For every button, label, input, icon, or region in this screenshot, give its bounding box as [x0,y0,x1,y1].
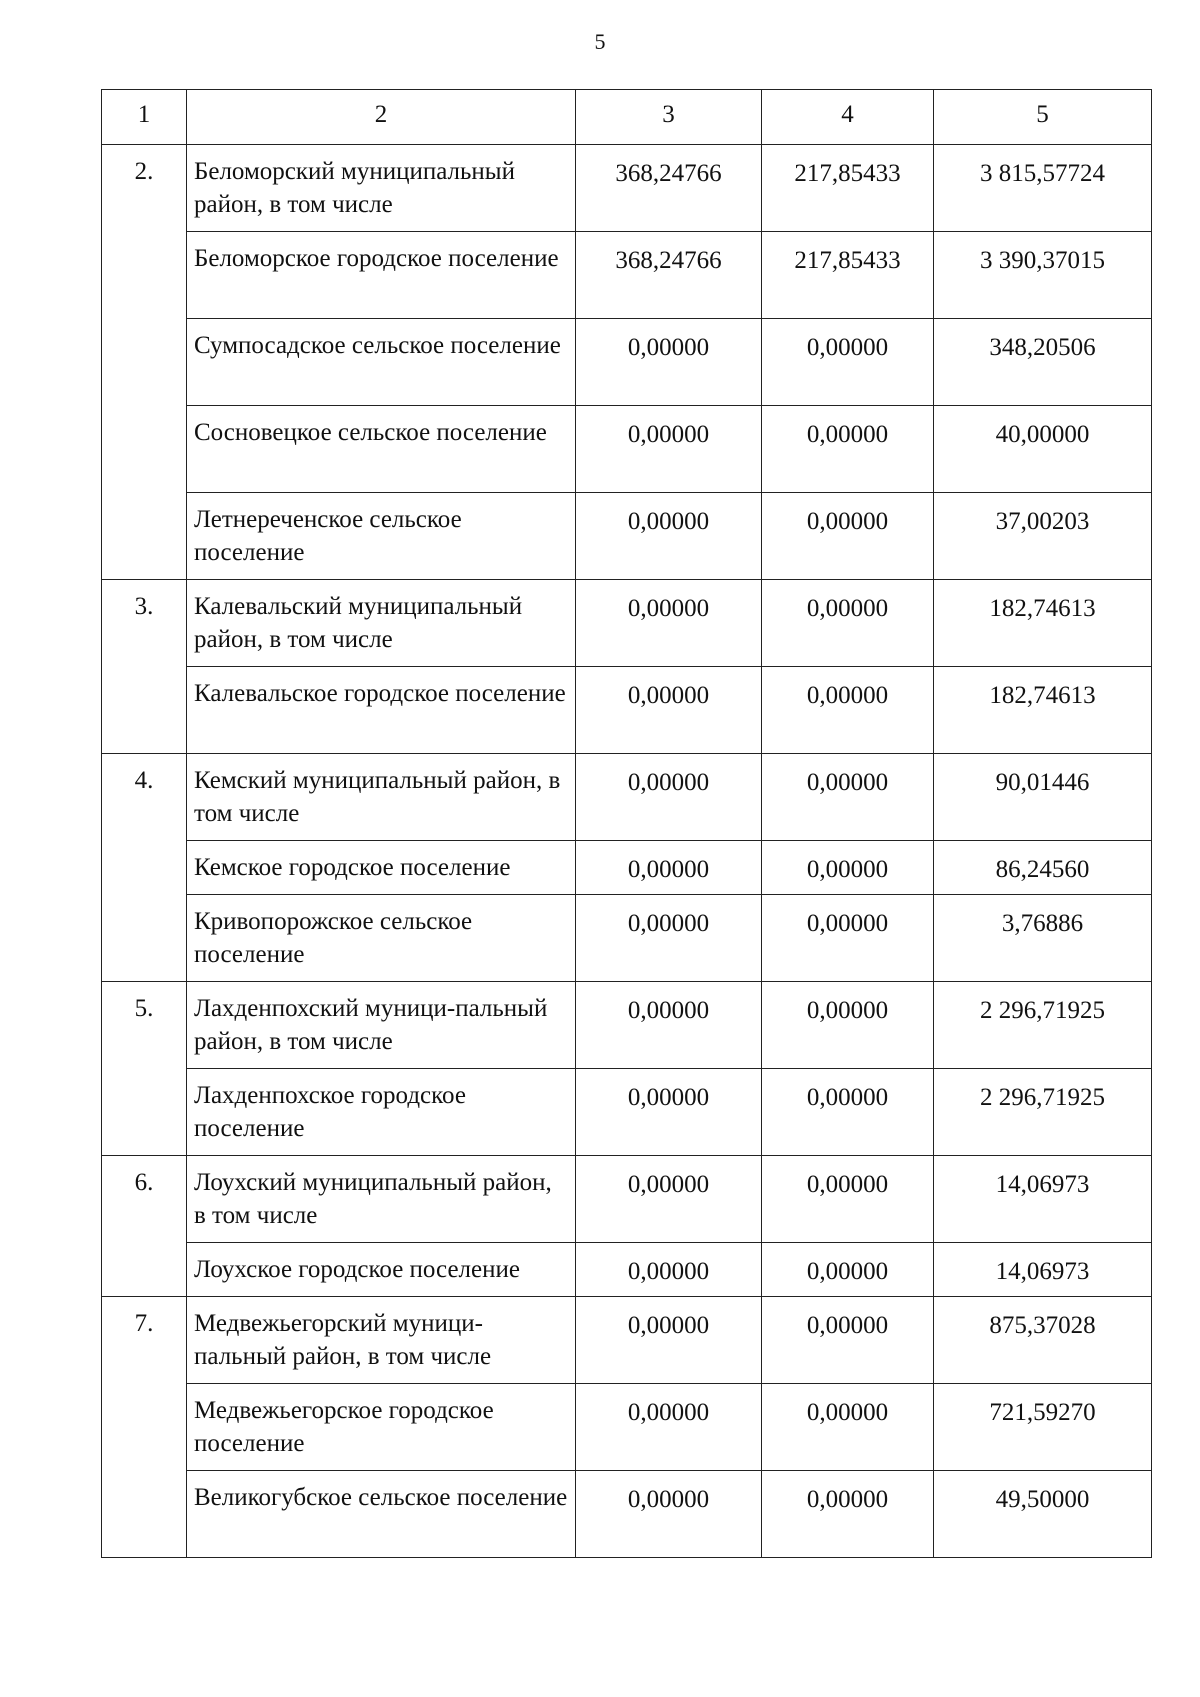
municipality-name: Лоухский муниципальный район, в том числе [187,1156,576,1243]
table-row [102,1471,1152,1558]
municipality-name: Беломорское городское поселение [187,232,576,319]
municipality-name: Сумпосадское сельское поселение [187,319,576,406]
table-row [102,667,1152,754]
value-col-3: 0,00000 [576,895,762,982]
data-table [101,89,1152,1558]
row-number: 7. [102,1297,187,1558]
value-col-5: 40,00000 [934,406,1152,493]
value-col-3: 0,00000 [576,319,762,406]
value-col-4: 0,00000 [762,1243,934,1297]
municipality-name: Летнереченское сельское поселение [187,493,576,580]
table-row [102,406,1152,493]
table-row [102,145,1152,232]
row-number: 5. [102,982,187,1156]
value-col-3: 0,00000 [576,1243,762,1297]
table-row [102,319,1152,406]
municipality-name: Сосновецкое сельское поселение [187,406,576,493]
value-col-4: 0,00000 [762,841,934,895]
table-header-row [102,90,1152,145]
value-col-3: 0,00000 [576,1384,762,1471]
value-col-3: 0,00000 [576,1297,762,1384]
table-row [102,580,1152,667]
municipality-name: Лоухское городское поселение [187,1243,576,1297]
row-number: 6. [102,1156,187,1297]
header-col-3: 3 [576,90,762,145]
value-col-4: 0,00000 [762,1069,934,1156]
value-col-5: 721,59270 [934,1384,1152,1471]
value-col-5: 3 815,57724 [934,145,1152,232]
table-row [102,895,1152,982]
value-col-3: 0,00000 [576,754,762,841]
value-col-4: 0,00000 [762,493,934,580]
municipality-name: Лахденпохское городское поселение [187,1069,576,1156]
header-col-2: 2 [187,90,576,145]
value-col-4: 0,00000 [762,406,934,493]
page-number: 5 [594,29,606,54]
value-col-3: 368,24766 [576,232,762,319]
value-col-3: 0,00000 [576,667,762,754]
table-row [102,493,1152,580]
value-col-3: 0,00000 [576,1069,762,1156]
municipality-name: Лахденпохский муници-пальный район, в том числе [187,982,576,1069]
row-number: 4. [102,754,187,982]
value-col-5: 14,06973 [934,1156,1152,1243]
value-col-3: 0,00000 [576,406,762,493]
value-col-3: 368,24766 [576,145,762,232]
value-col-3: 0,00000 [576,1156,762,1243]
value-col-3: 0,00000 [576,493,762,580]
header-col-1: 1 [102,90,187,145]
municipality-name: Медвежьегорское городское поселение [187,1384,576,1471]
value-col-5: 182,74613 [934,667,1152,754]
value-col-4: 0,00000 [762,667,934,754]
table-row [102,1243,1152,1297]
municipality-name: Калевальское городское поселение [187,667,576,754]
municipality-name: Кемский муниципальный район, в том числе [187,754,576,841]
value-col-4: 0,00000 [762,1297,934,1384]
table-row [102,1384,1152,1471]
table-row [102,754,1152,841]
value-col-4: 0,00000 [762,1471,934,1558]
table-row [102,1156,1152,1243]
value-col-4: 0,00000 [762,895,934,982]
municipality-name: Кемское городское поселение [187,841,576,895]
value-col-4: 217,85433 [762,145,934,232]
value-col-3: 0,00000 [576,982,762,1069]
value-col-4: 0,00000 [762,754,934,841]
value-col-5: 348,20506 [934,319,1152,406]
value-col-5: 49,50000 [934,1471,1152,1558]
row-number: 2. [102,145,187,580]
value-col-5: 3,76886 [934,895,1152,982]
value-col-4: 217,85433 [762,232,934,319]
value-col-5: 875,37028 [934,1297,1152,1384]
municipality-name: Медвежьегорский муници-пальный район, в том числе [187,1297,576,1384]
header-col-5: 5 [934,90,1152,145]
header-col-4: 4 [762,90,934,145]
table-row [102,1069,1152,1156]
value-col-4: 0,00000 [762,982,934,1069]
value-col-4: 0,00000 [762,1384,934,1471]
value-col-5: 90,01446 [934,754,1152,841]
value-col-3: 0,00000 [576,580,762,667]
value-col-5: 2 296,71925 [934,1069,1152,1156]
value-col-4: 0,00000 [762,1156,934,1243]
value-col-3: 0,00000 [576,1471,762,1558]
value-col-5: 182,74613 [934,580,1152,667]
value-col-5: 2 296,71925 [934,982,1152,1069]
table-row [102,982,1152,1069]
table-row [102,1297,1152,1384]
value-col-4: 0,00000 [762,319,934,406]
value-col-5: 14,06973 [934,1243,1152,1297]
value-col-5: 37,00203 [934,493,1152,580]
table-row [102,841,1152,895]
value-col-3: 0,00000 [576,841,762,895]
municipality-name: Калевальский муниципальный район, в том числе [187,580,576,667]
table-row [102,232,1152,319]
municipality-name: Беломорский муниципальный район, в том числе [187,145,576,232]
municipality-name: Кривопорожское сельское поселение [187,895,576,982]
value-col-5: 3 390,37015 [934,232,1152,319]
row-number: 3. [102,580,187,754]
value-col-5: 86,24560 [934,841,1152,895]
value-col-4: 0,00000 [762,580,934,667]
municipality-name: Великогубское сельское поселение [187,1471,576,1558]
